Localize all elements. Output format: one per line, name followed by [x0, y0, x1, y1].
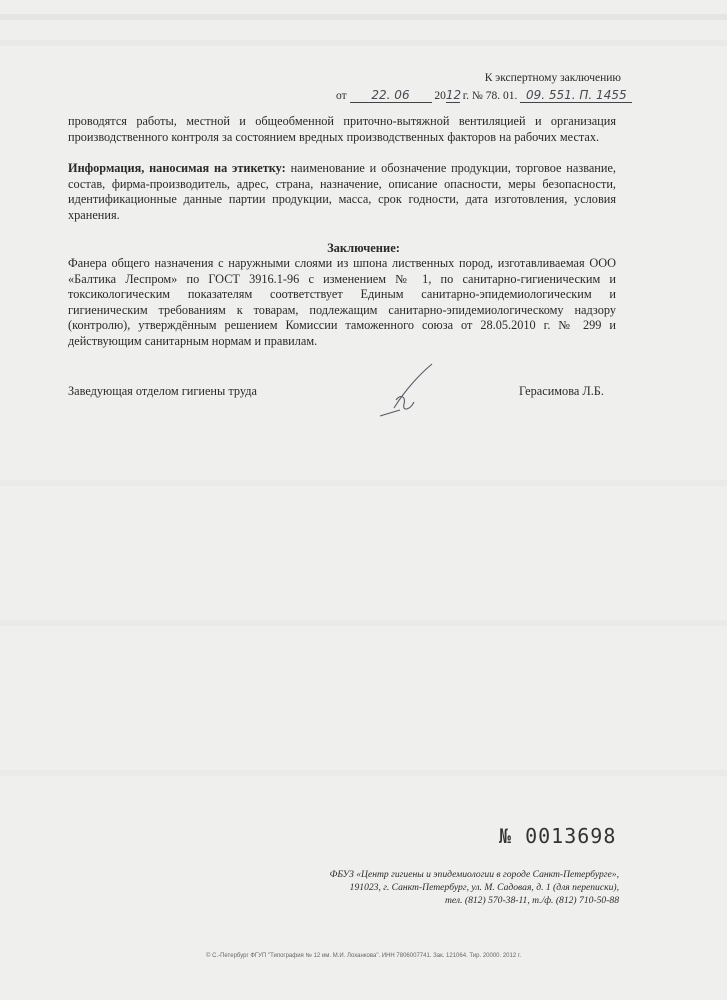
year-handwritten: 12 — [445, 88, 462, 102]
scan-noise — [0, 770, 727, 776]
scan-noise — [0, 40, 727, 46]
reference-line — [336, 88, 632, 103]
date-handwritten: 22. 06 — [350, 88, 432, 103]
serial-number: № 0013698 — [499, 824, 617, 848]
scan-noise — [0, 620, 727, 626]
scan-noise — [0, 14, 727, 20]
number-handwritten: 09. 551. П. 1455 — [520, 88, 632, 103]
year-prefix: 20 — [434, 90, 446, 102]
expert-conclusion-ref: К экспертному заключению — [484, 72, 621, 84]
label-info-heading: Информация, наносимая на этикетку: — [68, 161, 286, 175]
scan-noise — [0, 480, 727, 486]
stamp-line-2: 191023, г. Санкт-Петербург, ул. М. Садовая, д. 1 (для переписки), — [349, 882, 619, 893]
paragraph-label-info — [68, 161, 616, 223]
stamp-line-3: тел. (812) 570-38-11, т./ф. (812) 710-50-88 — [444, 895, 619, 906]
paragraph-ventilation: проводятся работы, местной и общеобменной приточно-вытяжной вентиляцией и организация производственного контроля за состоянием вредных производственных факторов на рабочих местах. — [68, 114, 616, 144]
position-title: Заведующая отделом гигиены труда — [68, 384, 257, 398]
conclusion-title: Заключение: — [327, 241, 400, 255]
label-info-text: наименование и обозначение продукции, торговое название, состав, фирма-производитель, адрес, страна, назначение, описание опасности, меры безопасности, идентификационные данные партии продукции, масса, срок годности, дата изготовления, условия хранения. — [68, 161, 616, 222]
number-label: г. № 78. 01. — [462, 90, 518, 102]
signer-name: Герасимова Л.Б. — [519, 384, 604, 398]
conclusion-text: Фанера общего назначения с наружными слоями из шпона лиственных пород, изготавливаемая ООО «Балтика Леспром» по ГОСТ 3916.1-96 с изменением № 1, по санитарно-гигиеническим и токсикологическим показателям соответствует Единым санитарно-эпидемиологическим и гигиеническим требованиям к товарам, подлежащим санитарно-эпидемиологическому надзору (контролю), утверждённым решением Комиссии таможенного союза от 28.05.2010 г. № 299 и действующим санитарным нормам и правилам. — [68, 256, 616, 348]
stamp-line-1: ФБУЗ «Центр гигиены и эпидемиологии в городе Санкт-Петербурге», — [329, 869, 619, 880]
print-footer: © С.-Петербург ФГУП "Типография № 12 им. М.И. Лоханкова". ИНН 7806007741. Зак. 121064. Тир. 20000. 2012 г. — [206, 953, 521, 959]
from-label: от — [336, 90, 347, 102]
handwritten-signature — [370, 360, 450, 420]
